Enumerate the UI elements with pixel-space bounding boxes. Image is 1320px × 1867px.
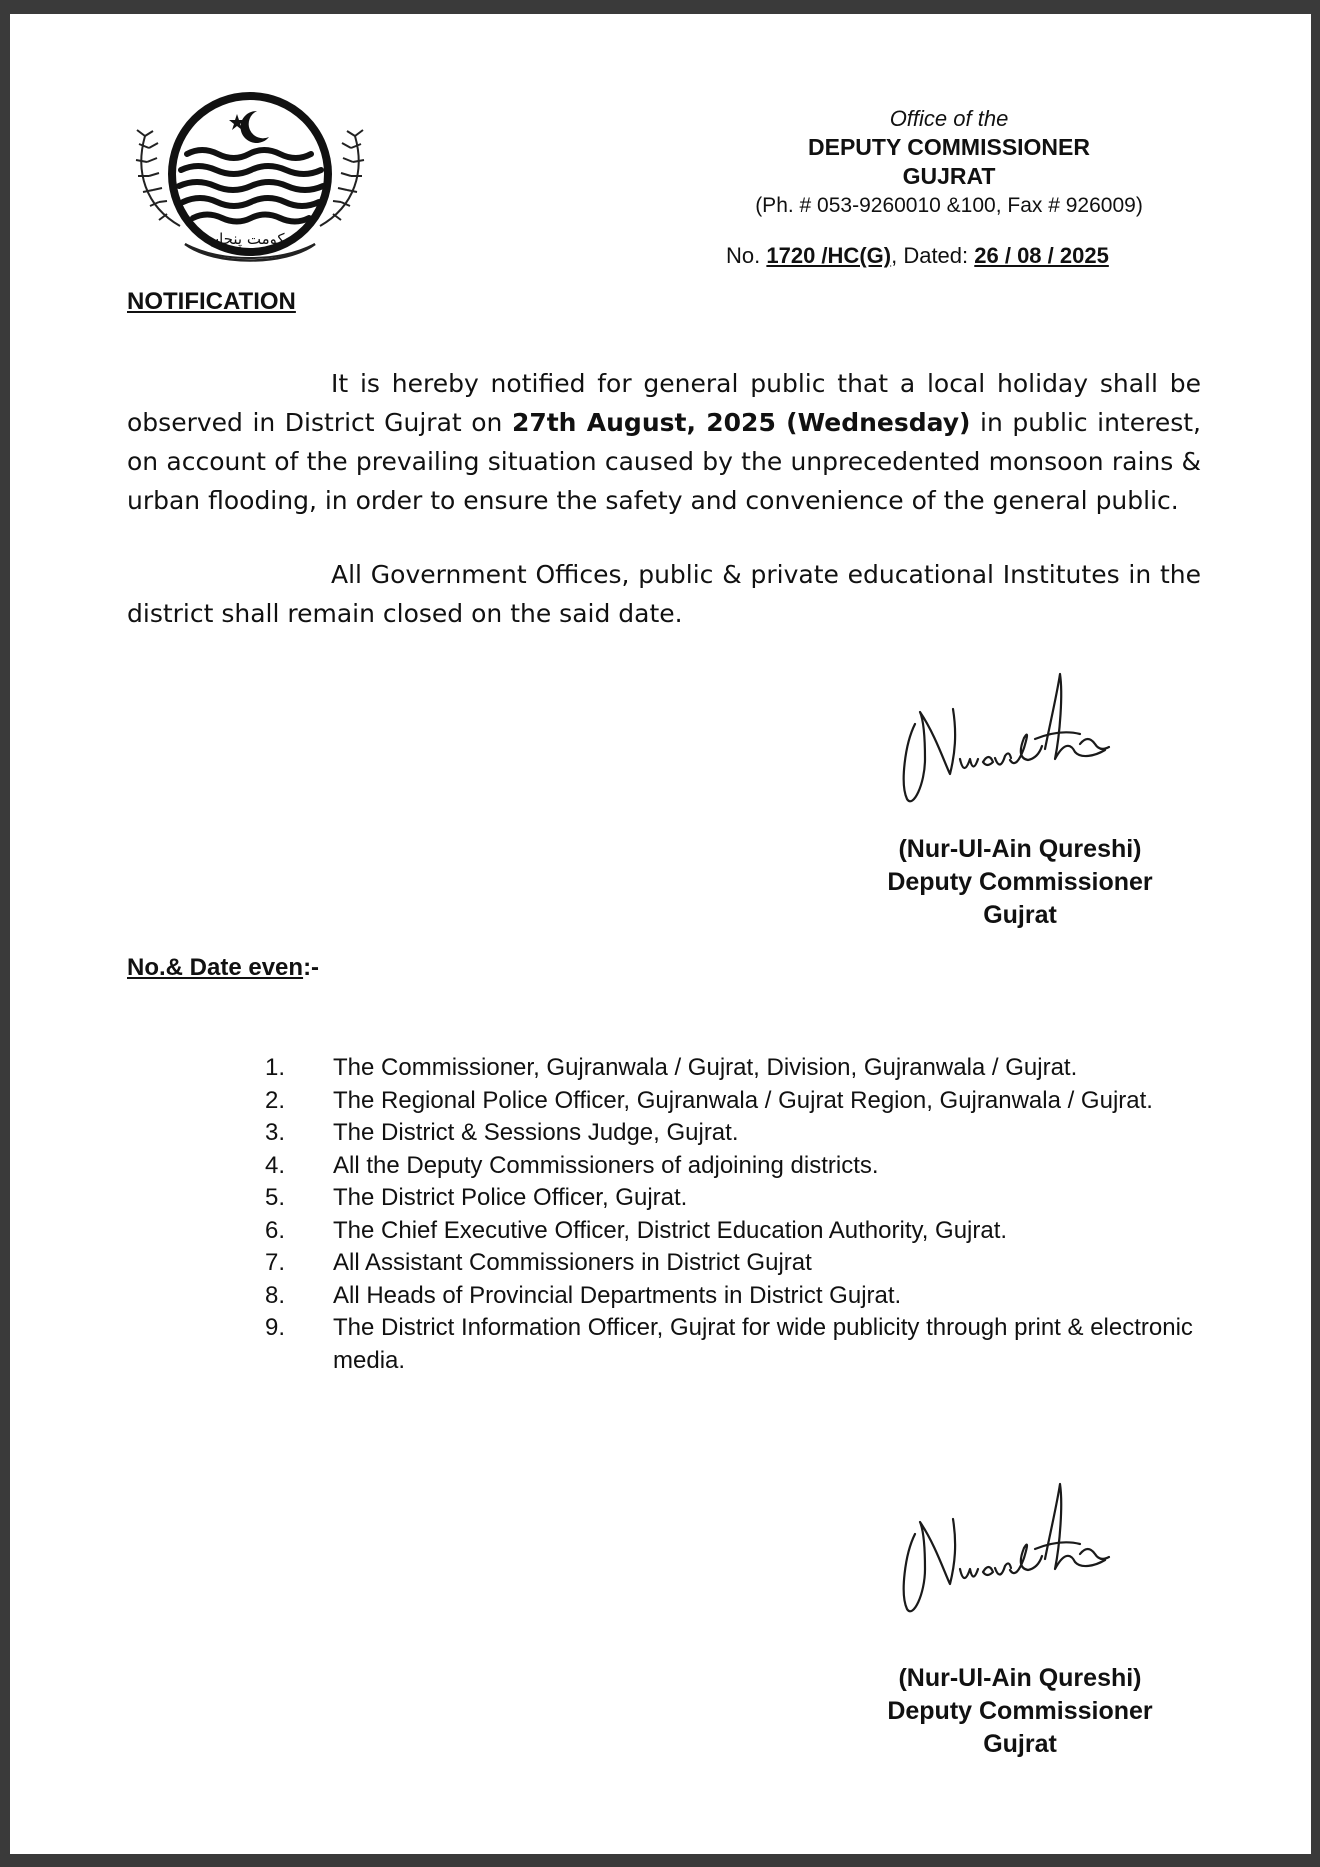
signatory-name: (Nur-Ul-Ain Qureshi) — [898, 835, 1142, 863]
list-item — [265, 1052, 1205, 1085]
notification-paragraph-2 — [127, 555, 1201, 633]
list-item — [265, 1312, 1205, 1377]
signatory-title: Deputy Commissioner — [887, 1697, 1153, 1725]
office-of-label: Office of the — [889, 106, 1009, 131]
list-item-number: 1. — [265, 1054, 286, 1081]
document-page — [10, 14, 1311, 1854]
list-item-number: 6. — [265, 1216, 286, 1244]
list-item-text: All Assistant Commissioners in District Gujrat — [333, 1249, 812, 1276]
office-header — [704, 104, 1194, 220]
list-item — [265, 1150, 1205, 1183]
signatory-name: (Nur-Ul-Ain Qureshi) — [898, 1664, 1142, 1692]
reference-line — [726, 243, 1109, 269]
list-item — [265, 1182, 1205, 1215]
list-item-text: All Heads of Provincial Departments in District Gujrat. — [333, 1281, 902, 1309]
para1-start: It is hereby notified for general public that a local holiday shall be observed in District Gujrat on — [127, 369, 1201, 437]
list-item — [265, 1247, 1205, 1280]
office-contact: (Ph. # 053-9260010 &100, Fax # 926009) — [755, 194, 1143, 217]
list-item-number: 2. — [265, 1086, 286, 1114]
signatory-block — [830, 1662, 1210, 1761]
distribution-list — [265, 1052, 1205, 1377]
signatory-block — [830, 833, 1210, 932]
office-district: GUJRAT — [902, 163, 996, 189]
list-item — [265, 1117, 1205, 1150]
ref-prefix: No. — [726, 243, 761, 268]
ref-date: 26 / 08 / 2025 — [974, 243, 1109, 268]
list-item — [265, 1085, 1205, 1118]
list-item-number: 8. — [265, 1281, 286, 1309]
list-item-text: The District Information Officer, Gujrat for wide publicity through print & electronic media. — [333, 1314, 1193, 1374]
dated-label: , Dated: — [891, 243, 969, 268]
holiday-date: 27th August, 2025 (Wednesday) — [511, 408, 971, 437]
svg-text:حکومت پنجاب: حکومت پنجاب — [205, 230, 295, 248]
punjab-government-emblem — [125, 76, 375, 276]
list-item — [265, 1280, 1205, 1313]
list-item — [265, 1215, 1205, 1248]
list-item-number: 4. — [265, 1151, 286, 1179]
para2-text: All Government Offices, public & private educational Institutes in the district shall remain closed on the said date. — [127, 560, 1201, 628]
signatory-place: Gujrat — [983, 901, 1057, 929]
list-item-text: The Commissioner, Gujranwala / Gujrat, Division, Gujranwala / Gujrat. — [333, 1054, 1078, 1081]
signature-image — [895, 1474, 1135, 1624]
signatory-place: Gujrat — [983, 1730, 1057, 1758]
list-item-number: 7. — [265, 1249, 286, 1276]
list-item-text: All the Deputy Commissioners of adjoining districts. — [333, 1151, 879, 1179]
list-item-text: The Regional Police Officer, Gujranwala / Gujrat Region, Gujranwala / Gujrat. — [333, 1086, 1153, 1114]
office-designation: DEPUTY COMMISSIONER — [808, 134, 1090, 160]
list-item-text: The District Police Officer, Gujrat. — [333, 1184, 688, 1211]
list-item-text: The District & Sessions Judge, Gujrat. — [333, 1119, 739, 1146]
list-item-number: 5. — [265, 1184, 286, 1211]
signature-image — [895, 664, 1135, 814]
copy-forwarded-heading — [127, 954, 319, 982]
para1-end: in public interest, on account of the prevailing situation caused by the unprecedented monsoon rains & urban flooding, in order to ensure the safety and convenience of the general public. — [127, 408, 1201, 515]
list-item-number: 3. — [265, 1119, 286, 1146]
list-item-number: 9. — [265, 1314, 286, 1341]
copy-heading-suffix: :- — [303, 954, 320, 981]
notification-paragraph-1 — [127, 364, 1201, 520]
ref-number: 1720 /HC(G) — [766, 243, 892, 268]
signatory-title: Deputy Commissioner — [887, 868, 1153, 896]
notification-heading: NOTIFICATION — [127, 288, 296, 315]
copy-heading-text: No.& Date even — [127, 954, 304, 981]
list-item-text: The Chief Executive Officer, District Education Authority, Gujrat. — [333, 1216, 1008, 1244]
